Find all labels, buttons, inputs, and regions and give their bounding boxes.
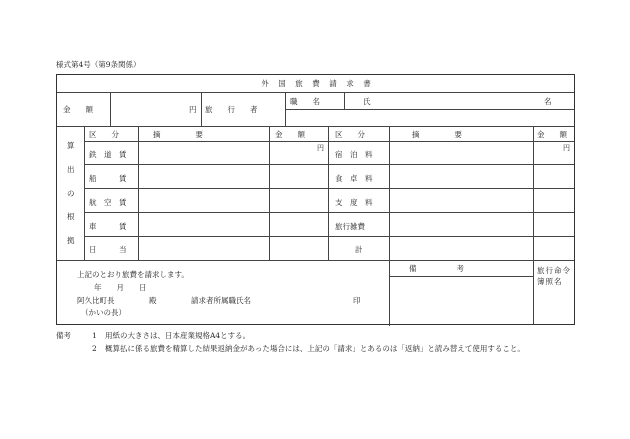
- form-title: 外 国 旅 費 請 求 書: [261, 79, 372, 88]
- note-2-num: 2: [92, 344, 97, 353]
- request-statement: 上記のとおり旅費を請求します。: [77, 270, 189, 279]
- calc-char-2: 出: [67, 165, 75, 174]
- name-label-2: 名: [544, 97, 552, 106]
- note-1-text: 用紙の大きさは、日本産業規格A4とする。: [105, 331, 251, 340]
- form-id: 様式第4号（第9条関係）: [56, 60, 141, 69]
- row-lodging: 宿 泊 料: [335, 150, 373, 159]
- seal-mark: 印: [353, 296, 361, 305]
- traveler-label: 旅 行 者: [205, 105, 258, 114]
- row-railway: 鉄 道 賃: [89, 150, 127, 159]
- note-2-text: 概算払に係る旅費を精算した結果返納金があった場合には、上記の「請求」とあるのは「返納」と読み替えて使用すること。: [105, 344, 525, 353]
- amount-yen: 円: [189, 105, 197, 114]
- row-air: 航 空 賃: [89, 198, 127, 207]
- row-total: 計: [355, 245, 363, 254]
- row-meal: 食 卓 料: [335, 174, 373, 183]
- col-category-left: 区 分: [89, 130, 119, 139]
- position-label: 職 名: [290, 97, 320, 106]
- calc-char-1: 算: [67, 141, 75, 150]
- col-amount-right: 金 額: [537, 130, 567, 139]
- note-1-num: 1: [92, 331, 97, 340]
- name-label: 氏: [363, 97, 371, 106]
- requester-label: 請求者所属職氏名: [191, 296, 251, 305]
- row-misc: 旅行雑費: [335, 222, 365, 231]
- col-summary-right: 摘 要: [412, 130, 463, 139]
- row-car: 車 賃: [89, 222, 127, 231]
- row-preparation: 支 度 料: [335, 198, 373, 207]
- addressee: 阿久比町長: [77, 296, 115, 305]
- calc-char-5: 拠: [67, 236, 75, 245]
- calc-char-3: の: [67, 189, 75, 198]
- request-date: 年 月 日: [94, 283, 147, 292]
- row-ship: 船 賃: [89, 174, 127, 183]
- travel-order-label: 旅行命令簿照名: [537, 266, 571, 286]
- honorific: 殿: [149, 296, 157, 305]
- calc-char-4: 根: [67, 212, 75, 221]
- amount-label: 金 額: [63, 105, 93, 114]
- travel-expense-form: [56, 74, 575, 325]
- remarks-label: 備 考: [409, 264, 466, 273]
- yen-right: 円: [563, 144, 570, 152]
- notes-label: 備考: [56, 331, 71, 340]
- alt-addressee: （かいの長）: [81, 308, 126, 317]
- col-category-right: 区 分: [335, 130, 365, 139]
- col-summary-left: 摘 要: [153, 130, 204, 139]
- col-amount-left: 金 額: [275, 130, 305, 139]
- yen-left: 円: [317, 144, 324, 152]
- row-daily: 日 当: [89, 245, 127, 254]
